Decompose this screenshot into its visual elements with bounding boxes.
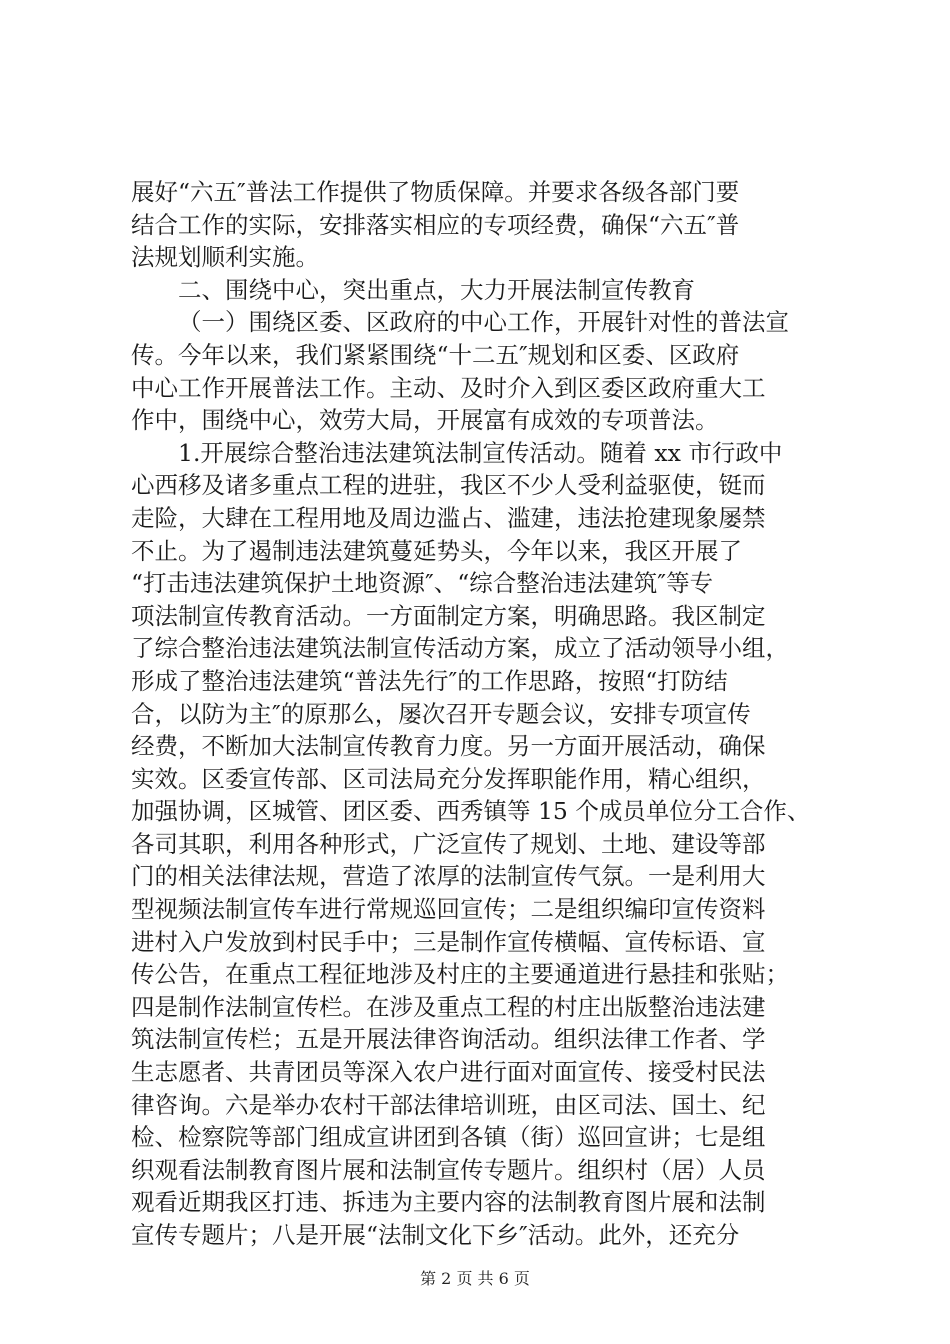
text-line: 项法制宣传教育活动。一方面制定方案，明确思路。我区制定: [131, 601, 766, 630]
text-line: 加强协调，区城管、团区委、西秀镇等 15 个成员单位分工合作、: [131, 797, 811, 826]
text-line: 了综合整治违法建筑法制宣传活动方案，成立了活动领导小组，: [131, 634, 789, 663]
text-line: 形成了整治违法建筑“普法先行″的工作思路，按照“打防结: [131, 666, 728, 695]
text-line: 观看近期我区打违、拆违为主要内容的法制教育图片展和法制: [131, 1188, 766, 1217]
text-line: 四是制作法制宣传栏。在涉及重点工程的村庄出版整治违法建: [131, 992, 766, 1021]
body-text: [131, 176, 831, 1252]
page-footer: 第 2 页 共 6 页: [420, 1269, 530, 1288]
text-line: 经费，不断加大法制宣传教育力度。另一方面开展活动，确保: [131, 732, 766, 761]
text-line: 作中，围绕中心，效劳大局，开展富有成效的专项普法。: [131, 406, 719, 435]
text-line: 各司其职，利用各种形式，广泛宣传了规划、土地、建设等部: [131, 829, 766, 858]
text-line: 心西移及诸多重点工程的进驻，我区不少人受利益驱使，铤而: [131, 471, 766, 500]
text-line: 传。今年以来，我们紧紧围绕“十二五″规划和区委、区政府: [131, 340, 740, 369]
text-line: 法规划顺利实施。: [131, 243, 319, 272]
text-line: 筑法制宣传栏；五是开展法律咨询活动。组织法律工作者、学: [131, 1025, 766, 1054]
text-line: 传公告，在重点工程征地涉及村庄的主要通道进行悬挂和张贴；: [131, 960, 789, 989]
text-line: 门的相关法律法规，营造了浓厚的法制宣传气氛。一是利用大: [131, 862, 766, 891]
text-line: 结合工作的实际，安排落实相应的专项经费，确保“六五″普: [131, 210, 740, 239]
text-line: 型视频法制宣传车进行常规巡回宣传；二是组织编印宣传资料: [131, 895, 766, 924]
text-line: 中心工作开展普法工作。主动、及时介入到区委区政府重大工: [131, 373, 766, 402]
text-line: 展好“六五″普法工作提供了物质保障。并要求各级各部门要: [131, 178, 740, 206]
text-line: 检、检察院等部门组成宣讲团到各镇（街）巡回宣讲；七是组: [131, 1123, 766, 1152]
text-line: 二、围绕中心，突出重点，大力开展法制宣传教育: [178, 275, 695, 304]
text-line: 宣传专题片；八是开展“法制文化下乡″活动。此外，还充分: [131, 1221, 740, 1249]
text-line: （一）围绕区委、区政府的中心工作，开展针对性的普法宣: [178, 308, 789, 337]
text-line: 生志愿者、共青团员等深入农户进行面对面宣传、接受村民法: [131, 1058, 766, 1087]
text-line: 不止。为了遏制违法建筑蔓延势头，今年以来，我区开展了: [131, 536, 742, 565]
text-line: 织观看法制教育图片展和法制宣传专题片。组织村（居）人员: [131, 1155, 766, 1184]
text-line: 实效。区委宣传部、区司法局充分发挥职能作用，精心组织，: [131, 764, 766, 793]
text-line: 走险，大肆在工程用地及周边滥占、滥建，违法抢建现象屡禁: [131, 503, 766, 532]
text-line: 合，以防为主″的原那么，屡次召开专题会议，安排专项宣传: [131, 699, 751, 728]
text-line: 1.开展综合整治违法建筑法制宣传活动。随着 xx 市行政中: [178, 438, 783, 467]
text-line: “打击违法建筑保护土地资源″、“综合整治违法建筑″等专: [131, 569, 714, 598]
text-line: 律咨询。六是举办农村干部法律培训班，由区司法、国土、纪: [131, 1090, 766, 1119]
text-line: 进村入户发放到村民手中；三是制作宣传横幅、宣传标语、宣: [131, 927, 766, 956]
